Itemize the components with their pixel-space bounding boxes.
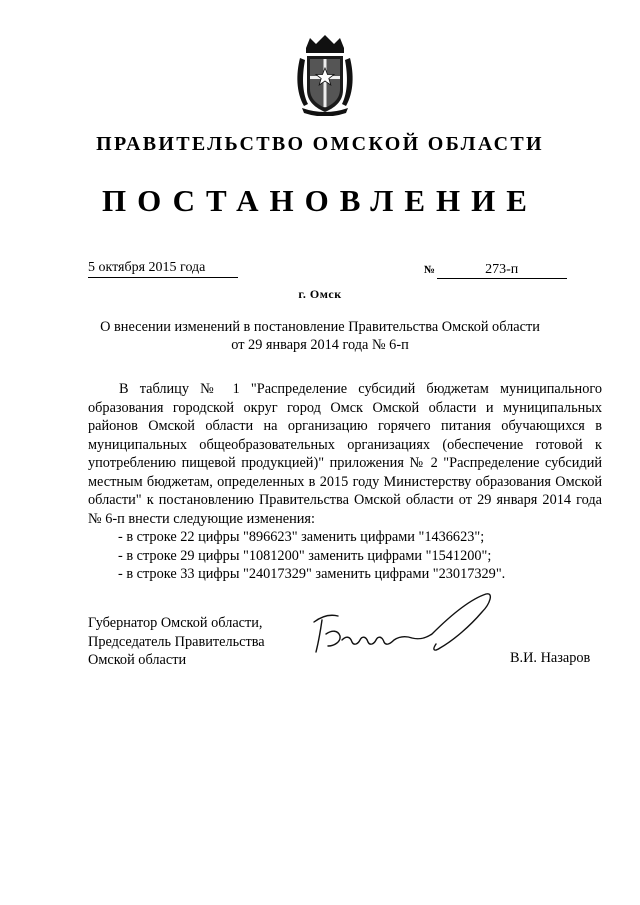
list-item: - в строке 29 цифры "1081200" заменить цифрами "1541200";: [118, 547, 492, 564]
coat-of-arms-emblem: [294, 34, 356, 116]
document-number: 273-п: [437, 262, 567, 279]
document-number-line: [424, 262, 578, 279]
handwritten-signature: [308, 590, 498, 670]
list-item: - в строке 33 цифры "24017329" заменить цифрами "23017329".: [118, 566, 506, 582]
signatory-name: В.И. Назаров: [510, 650, 591, 666]
body-paragraph: В таблицу № 1 "Распределение субсидий бюджетам муниципального образования городской округ город Омск Омской области и муниципальных районов Омской области на организацию горячего питания обучающихся в муниципальных общеобразовательных организациях (обеспечение готовой к употреблению пищевой продукцией)" приложения № 2 "Распределение субсидий местным бюджетам, определенных в 2015 году Министерству образования Омской области" к постановлению Правительства Омской области от 29 января 2014 года № 6-п внести следующие изменения:: [88, 381, 602, 527]
list-item: - в строке 22 цифры "896623" заменить цифрами "1436623";: [118, 529, 485, 545]
government-title: ПРАВИТЕЛЬСТВО ОМСКОЙ ОБЛАСТИ: [96, 133, 544, 155]
subject-line-2: от 29 января 2014 года № 6-п: [231, 337, 409, 353]
signatory-title-line-2: Председатель Правительства: [88, 633, 265, 650]
signatory-title: [88, 614, 265, 670]
signatory-title-line-3: Омской области: [88, 652, 187, 668]
changes-list: [118, 528, 505, 584]
subject-line-1: О внесении изменений в постановление Правительства Омской области: [100, 319, 540, 335]
document-subject: [60, 318, 580, 354]
document-type-title: ПОСТАНОВЛЕНИЕ: [102, 183, 538, 218]
number-sign: №: [424, 264, 436, 276]
city-label: г. Омск: [298, 287, 342, 301]
signatory-title-line-1: Губернатор Омской области,: [88, 615, 263, 631]
document-date: 5 октября 2015 года: [88, 260, 238, 278]
